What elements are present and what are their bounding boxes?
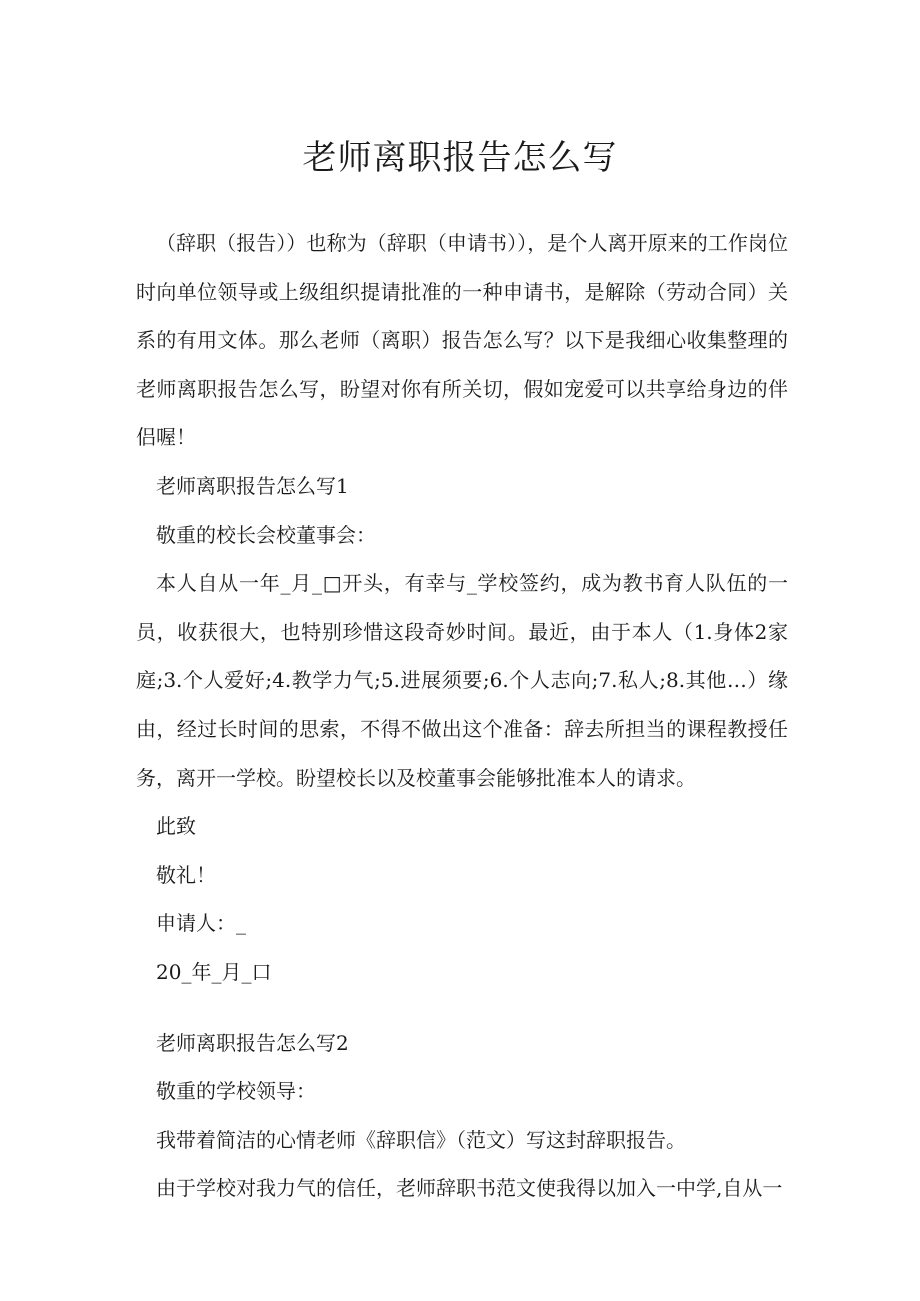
section-heading-2: 老师离职报告怎么写2 — [156, 1030, 349, 1055]
salutation-2: 敬重的学校领导： — [156, 1079, 316, 1104]
applicant-line: 申请人：_ — [156, 911, 246, 936]
closing-jingli: 敬礼！ — [156, 862, 216, 887]
section-heading-1: 老师离职报告怎么写1 — [156, 473, 349, 498]
salutation-1: 敬重的校长会校董事会： — [156, 522, 376, 547]
document-body — [136, 219, 788, 1213]
document-title: 老师离职报告怎么写 — [302, 138, 618, 178]
letter-body-1: 本人自从一年_月_□开头，有幸与_学校签约，成为教书育人队伍的一员，收获很大，也特别珍惜这段奇妙时间。最近，由于本人（1.身体2家庭;3.个人爱好;4.教学力气;5.进展须要;6.个人志向;7.私人;8.其他…）缘由，经过长时间的思索，不得不做出这个准备：辞去所担当的课程教授任务，离开一学校。盼望校长以及校董事会能够批准本人的请求。 — [136, 571, 788, 790]
letter-body-2-line-2: 由于学校对我力气的信任，老师辞职书范文使我得以加入一中学,自从一 — [156, 1176, 783, 1201]
letter-body-2-line-1: 我带着简洁的心情老师《辞职信》（范文）写这封辞职报告。 — [156, 1127, 686, 1152]
closing-cizhi: 此致 — [156, 814, 196, 839]
date-line: 20_年_月_口 — [156, 959, 272, 984]
intro-paragraph: （辞职（报告））也称为（辞职（申请书）），是个人离开原来的工作岗位时向单位领导或上级组织提请批准的一种申请书，是解除（劳动合同）关系的有用文体。那么老师（离职）报告怎么写？以下是我细心收集整理的老师离职报告怎么写，盼望对你有所关切，假如宠爱可以共享给身边的伴侣喔！ — [136, 231, 788, 450]
